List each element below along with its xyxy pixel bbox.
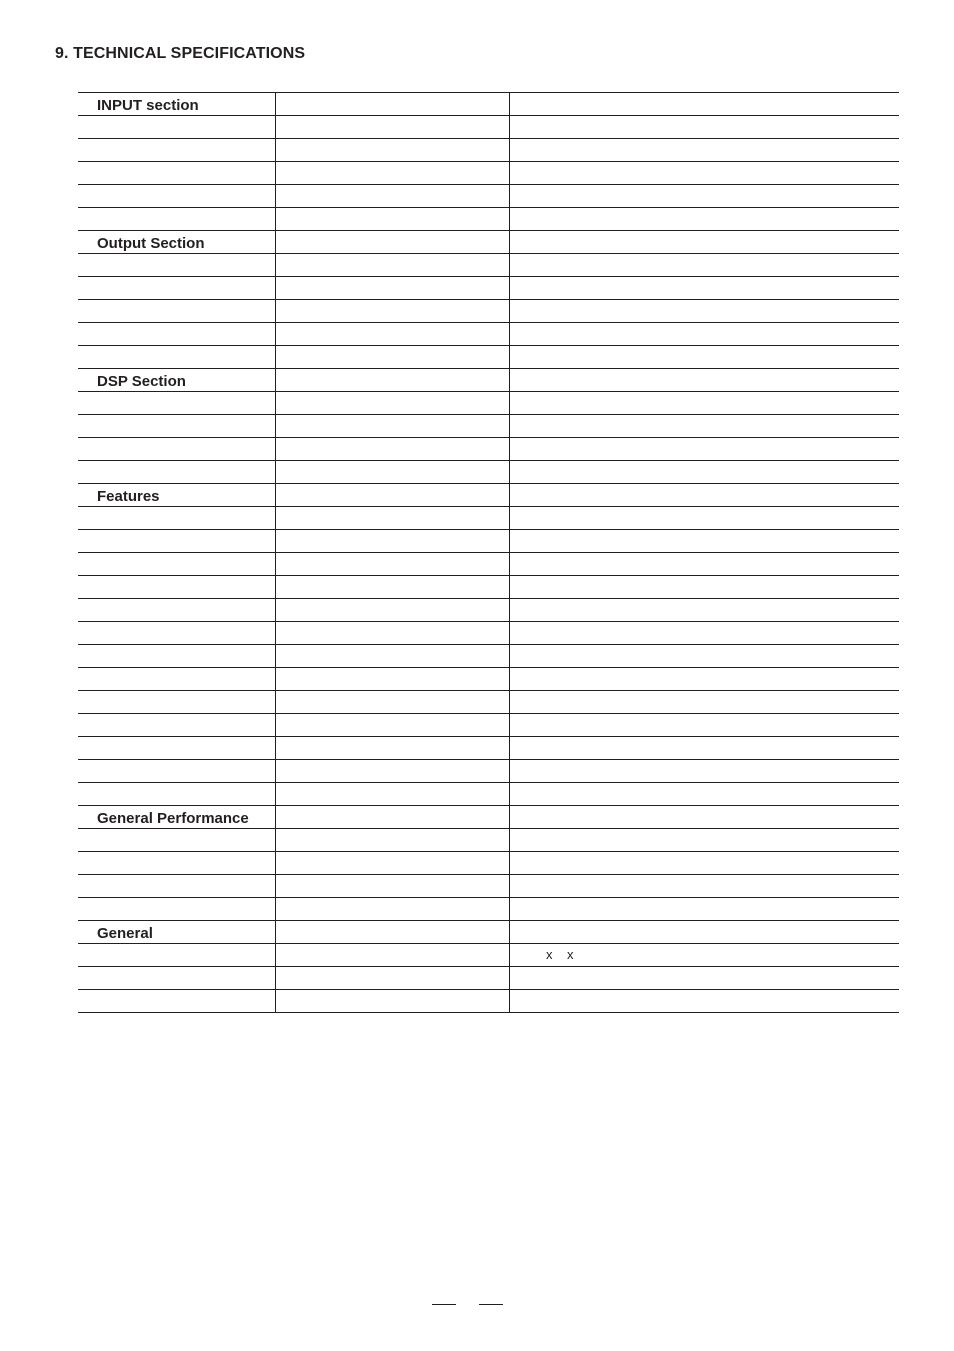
table-row xyxy=(78,599,899,622)
spec-condition-cell xyxy=(275,852,509,874)
spec-condition-cell xyxy=(275,553,509,575)
spec-condition-cell xyxy=(275,944,509,966)
spec-value-cell xyxy=(509,438,899,460)
spec-name-cell xyxy=(78,369,275,391)
spec-condition-cell xyxy=(275,668,509,690)
spec-name-cell xyxy=(78,852,275,874)
spec-value-cell xyxy=(509,760,899,782)
spec-condition-cell xyxy=(275,622,509,644)
spec-name-cell xyxy=(78,346,275,368)
spec-name-cell xyxy=(78,277,275,299)
spec-name-cell xyxy=(78,116,275,138)
spec-condition-cell xyxy=(275,392,509,414)
spec-name-cell xyxy=(78,461,275,483)
spec-name-cell xyxy=(78,208,275,230)
table-row xyxy=(78,484,899,507)
spec-condition-cell xyxy=(275,300,509,322)
table-row xyxy=(78,806,899,829)
spec-value-cell xyxy=(509,484,899,506)
spec-value-cell xyxy=(509,139,899,161)
spec-condition-cell xyxy=(275,645,509,667)
spec-value-cell xyxy=(509,530,899,552)
section-heading-dsp: DSP Section xyxy=(97,373,186,390)
table-row xyxy=(78,760,899,783)
table-row xyxy=(78,737,899,760)
section-heading-features: Features xyxy=(97,488,160,505)
spec-value-cell xyxy=(509,829,899,851)
spec-name-cell xyxy=(78,231,275,253)
spec-condition-cell xyxy=(275,875,509,897)
section-heading-input: INPUT section xyxy=(97,97,199,114)
section-heading-general-performance: General Performance xyxy=(97,810,249,827)
spec-name-cell xyxy=(78,530,275,552)
spec-name-cell xyxy=(78,415,275,437)
table-row xyxy=(78,783,899,806)
spec-name-cell xyxy=(78,806,275,828)
spec-name-cell xyxy=(78,392,275,414)
table-row xyxy=(78,553,899,576)
table-row xyxy=(78,346,899,369)
spec-condition-cell xyxy=(275,806,509,828)
spec-name-cell xyxy=(78,990,275,1012)
spec-value-cell xyxy=(509,185,899,207)
spec-condition-cell xyxy=(275,231,509,253)
spec-condition-cell xyxy=(275,576,509,598)
table-row xyxy=(78,415,899,438)
spec-condition-cell xyxy=(275,323,509,345)
table-row xyxy=(78,898,899,921)
spec-value-cell xyxy=(509,461,899,483)
spec-name-cell xyxy=(78,645,275,667)
spec-value-cell xyxy=(509,714,899,736)
spec-name-cell xyxy=(78,576,275,598)
page-number-dash-left xyxy=(432,1304,456,1305)
table-row xyxy=(78,691,899,714)
spec-name-cell xyxy=(78,185,275,207)
spec-condition-cell xyxy=(275,967,509,989)
spec-value-cell xyxy=(509,668,899,690)
page-title: 9. TECHNICAL SPECIFICATIONS xyxy=(55,45,306,62)
spec-value-cell xyxy=(509,921,899,943)
spec-name-cell xyxy=(78,162,275,184)
spec-name-cell xyxy=(78,875,275,897)
section-heading-output: Output Section xyxy=(97,235,205,252)
spec-condition-cell xyxy=(275,346,509,368)
spec-value-cell xyxy=(509,346,899,368)
table-row xyxy=(78,990,899,1013)
spec-value-cell xyxy=(509,553,899,575)
spec-condition-cell xyxy=(275,484,509,506)
spec-name-cell xyxy=(78,438,275,460)
spec-condition-cell xyxy=(275,208,509,230)
spec-name-cell xyxy=(78,737,275,759)
spec-name-cell xyxy=(78,553,275,575)
spec-value-cell xyxy=(509,898,899,920)
spec-condition-cell xyxy=(275,369,509,391)
spec-name-cell xyxy=(78,139,275,161)
table-row xyxy=(78,622,899,645)
spec-value-cell xyxy=(509,944,899,966)
spec-condition-cell xyxy=(275,691,509,713)
table-row xyxy=(78,461,899,484)
spec-condition-cell xyxy=(275,438,509,460)
page-number-marks xyxy=(432,1304,504,1306)
spec-name-cell xyxy=(78,967,275,989)
spec-value-cell xyxy=(509,806,899,828)
spec-name-cell xyxy=(78,829,275,851)
spec-name-cell xyxy=(78,323,275,345)
spec-value-cell xyxy=(509,645,899,667)
spec-value-cell xyxy=(509,208,899,230)
spec-name-cell xyxy=(78,714,275,736)
table-row xyxy=(78,438,899,461)
spec-name-cell xyxy=(78,484,275,506)
spec-condition-cell xyxy=(275,254,509,276)
spec-value-cell xyxy=(509,415,899,437)
table-row xyxy=(78,300,899,323)
spec-value-cell xyxy=(509,277,899,299)
table-row xyxy=(78,852,899,875)
dimensions-value: x x xyxy=(546,947,574,962)
spec-value-cell xyxy=(509,231,899,253)
spec-value-cell xyxy=(509,622,899,644)
spec-name-cell xyxy=(78,622,275,644)
spec-value-cell xyxy=(509,576,899,598)
table-row xyxy=(78,139,899,162)
table-row xyxy=(78,576,899,599)
spec-condition-cell xyxy=(275,116,509,138)
spec-condition-cell xyxy=(275,714,509,736)
table-row xyxy=(78,162,899,185)
spec-name-cell xyxy=(78,921,275,943)
spec-name-cell xyxy=(78,668,275,690)
spec-name-cell xyxy=(78,507,275,529)
spec-condition-cell xyxy=(275,530,509,552)
table-row xyxy=(78,323,899,346)
spec-condition-cell xyxy=(275,760,509,782)
spec-condition-cell xyxy=(275,415,509,437)
spec-value-cell xyxy=(509,323,899,345)
table-row xyxy=(78,507,899,530)
spec-value-cell xyxy=(509,507,899,529)
table-row xyxy=(78,231,899,254)
spec-condition-cell xyxy=(275,461,509,483)
spec-value-cell xyxy=(509,875,899,897)
spec-value-cell xyxy=(509,990,899,1012)
spec-name-cell xyxy=(78,599,275,621)
table-row xyxy=(78,829,899,852)
spec-condition-cell xyxy=(275,93,509,115)
spec-table xyxy=(78,92,899,1013)
spec-name-cell xyxy=(78,300,275,322)
spec-value-cell xyxy=(509,599,899,621)
spec-value-cell xyxy=(509,93,899,115)
table-row xyxy=(78,645,899,668)
table-row xyxy=(78,714,899,737)
table-row xyxy=(78,208,899,231)
spec-name-cell xyxy=(78,254,275,276)
table-row xyxy=(78,369,899,392)
spec-value-cell xyxy=(509,783,899,805)
spec-condition-cell xyxy=(275,277,509,299)
spec-condition-cell xyxy=(275,162,509,184)
spec-value-cell xyxy=(509,116,899,138)
spec-condition-cell xyxy=(275,507,509,529)
spec-value-cell xyxy=(509,691,899,713)
table-row xyxy=(78,530,899,553)
spec-name-cell xyxy=(78,691,275,713)
table-row xyxy=(78,967,899,990)
spec-condition-cell xyxy=(275,921,509,943)
spec-name-cell xyxy=(78,944,275,966)
section-heading-general: General xyxy=(97,925,153,942)
table-row xyxy=(78,93,899,116)
spec-condition-cell xyxy=(275,783,509,805)
spec-condition-cell xyxy=(275,139,509,161)
spec-value-cell xyxy=(509,392,899,414)
spec-condition-cell xyxy=(275,599,509,621)
table-row xyxy=(78,668,899,691)
table-row xyxy=(78,944,899,967)
spec-value-cell xyxy=(509,162,899,184)
spec-value-cell xyxy=(509,254,899,276)
table-row xyxy=(78,392,899,415)
spec-name-cell xyxy=(78,760,275,782)
spec-value-cell xyxy=(509,369,899,391)
spec-condition-cell xyxy=(275,185,509,207)
spec-name-cell xyxy=(78,93,275,115)
table-row xyxy=(78,875,899,898)
table-row xyxy=(78,254,899,277)
spec-value-cell xyxy=(509,737,899,759)
spec-condition-cell xyxy=(275,898,509,920)
spec-name-cell xyxy=(78,898,275,920)
page-number-dash-right xyxy=(479,1304,503,1305)
spec-name-cell xyxy=(78,783,275,805)
spec-value-cell xyxy=(509,300,899,322)
table-row xyxy=(78,921,899,944)
spec-condition-cell xyxy=(275,829,509,851)
spec-value-cell xyxy=(509,852,899,874)
spec-condition-cell xyxy=(275,990,509,1012)
spec-condition-cell xyxy=(275,737,509,759)
table-row xyxy=(78,277,899,300)
spec-value-cell xyxy=(509,967,899,989)
table-row xyxy=(78,116,899,139)
table-row xyxy=(78,185,899,208)
